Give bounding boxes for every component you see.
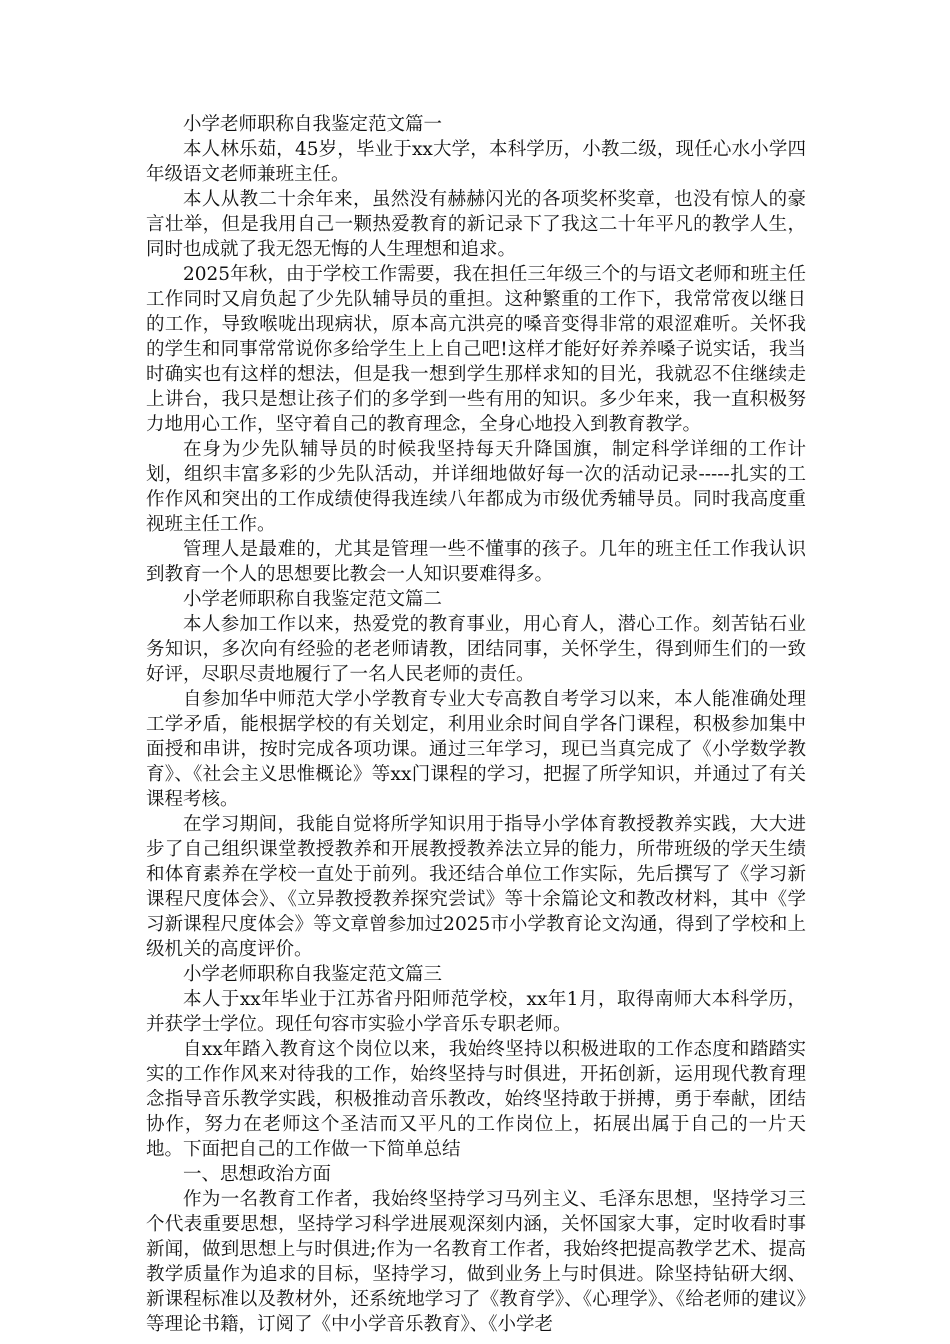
section-heading-1: 小学老师职称自我鉴定范文篇一 [183,114,443,135]
paragraph: 本人林乐茹，45岁，毕业于xx大学，本科学历，小教二级，现任心水小学四年级语文老师兼班主任。 [146,139,806,185]
paragraph: 2025年秋，由于学校工作需要，我在担任三年级三个的与语文老师和班主任工作同时又肩负起了少先队辅导员的重担。这种繁重的工作下，我常常夜以继日的工作，导致喉咙出现病状，原本高亢洪亮的嗓音变得非常的艰涩难听。关怀我的学生和同事常常说你多给学生上上自己吧!这样才能好好养养嗓子说实话，我当时确实也有这样的想法，但是我一想到学生那样求知的目光，我就忍不住继续走上讲台，我只是想让孩子们的多学到一些有用的知识。多少年来，我一直积极努力地用心工作，坚守着自己的教育理念，全身心地投入到教育教学。 [146,264,807,435]
document-body [146,112,806,1337]
paragraph: 管理人是最难的，尤其是管理一些不懂事的孩子。几年的班主任工作我认识到教育一个人的思想要比教会一人知识要难得多。 [146,539,806,585]
section-heading-2: 小学老师职称自我鉴定范文篇二 [183,589,443,610]
paragraph: 自xx年踏入教育这个岗位以来，我始终坚持以积极进取的工作态度和踏踏实实的工作作风来对待我的工作，始终坚持与时俱进，开拓创新，运用现代教育理念指导音乐教学实践，积极推动音乐教改，始终坚持敢于拼搏，勇于奉献，团结协作，努力在老师这个圣洁而又平凡的工作岗位上，拓展出属于自己的一片天地。下面把自己的工作做一下简单总结 [146,1039,806,1160]
subsection-heading: 一、思想政治方面 [183,1164,332,1185]
paragraph: 在学习期间，我能自觉将所学知识用于指导小学体育教授教养实践，大大进步了自己组织课堂教授教养和开展教授教养法立异的能力，所带班级的学天生绩和体育素养在学校一直处于前列。我还结合单位工作实际，先后撰写了《学习新课程尺度体会》、《立异教授教养探究尝试》等十余篇论文和教改材料，其中《学习新课程尺度体会》等文章曾参加过2025市小学教育论文沟通，得到了学校和上级机关的高度评价。 [146,814,806,960]
paragraph: 作为一名教育工作者，我始终坚持学习马列主义、毛泽东思想，坚持学习三个代表重要思想，坚持学习科学进展观深刻内涵，关怀国家大事，定时收看时事新闻，做到思想上与时俱进;作为一名教育工作者，我始终把提高教学艺术、提高教学质量作为追求的目标，坚持学习，做到业务上与时俱进。除坚持钻研大纲、新课程标准以及教材外，还系统地学习了《教育学》、《心理学》、《给老师的建议》等理论书籍，订阅了《中小学音乐教育》、《小学老 [146,1189,806,1335]
paragraph: 本人参加工作以来，热爱党的教育事业，用心育人，潜心工作。刻苦钻石业务知识，多次向有经验的老老师请教，团结同事，关怀学生，得到师生们的一致好评，尽职尽责地履行了一名人民老师的责任。 [146,614,806,685]
paragraph: 本人于xx年毕业于江苏省丹阳师范学校，xx年1月，取得南师大本科学历，并获学士学位。现任句容市实验小学音乐专职老师。 [146,989,806,1035]
paragraph: 本人从教二十余年来，虽然没有赫赫闪光的各项奖杯奖章，也没有惊人的豪言壮举，但是我用自己一颗热爱教育的新记录下了我这二十年平凡的教学人生，同时也成就了我无怨无悔的人生理想和追求。 [146,189,806,260]
paragraph: 自参加华中师范大学小学教育专业大专高教自考学习以来，本人能准确处理工学矛盾，能根据学校的有关划定，利用业余时间自学各门课程，积极参加集中面授和串讲，按时完成各项功课。通过三年学习，现已当真完成了《小学数学教育》、《社会主义思惟概论》等xx门课程的学习，把握了所学知识，并通过了有关课程考核。 [146,689,806,810]
paragraph: 在身为少先队辅导员的时候我坚持每天升降国旗，制定科学详细的工作计划，组织丰富多彩的少先队活动，并详细地做好每一次的活动记录-----扎实的工作作风和突出的工作成绩使得我连续八年都成为市级优秀辅导员。同时我高度重视班主任工作。 [146,439,806,535]
section-heading-3: 小学老师职称自我鉴定范文篇三 [183,964,443,985]
